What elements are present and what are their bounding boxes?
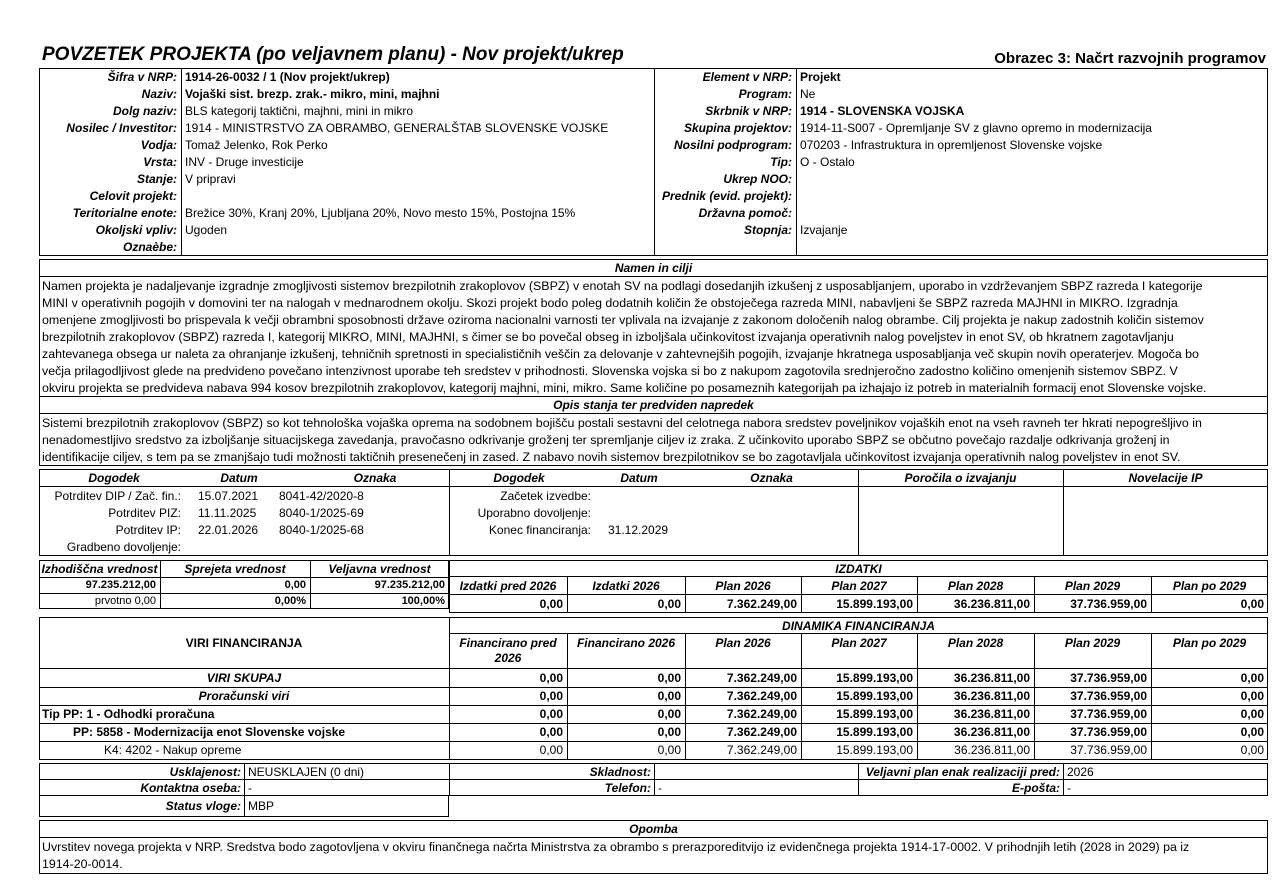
event-date: 31.12.2029: [608, 523, 669, 537]
financing-header: Financirano pred 2026: [459, 636, 557, 665]
financing-heading: DINAMIKA FINANCIRANJA: [782, 619, 935, 633]
opomba-line: Uvrstitev novega projekta v NRP. Sredstva bodo zagotovljena v okviru finančnega načrta Ministrstva za obrambo s prerazporeditvijo iz evidenčnega projekta 1914-17-0002. V prihodnjih letih (2028 in 2029) pa iz: [42, 840, 1190, 854]
izdatki-value: 0,00: [657, 597, 681, 611]
info-left-label: Oznaèbe:: [122, 240, 177, 254]
namen-line: omenjene zmogljivosti bo prispevala k večji obrambni sposobnosti države oziroma nacionalni varnosti ter vplivala na izvajanje z zakonom določenih nalog obrambe. Cilj projekta je nakup zadostnih količin sistemov: [42, 313, 1204, 327]
financing-header: Plan 2027: [831, 636, 887, 650]
usklajenost-value: NEUSKLAJEN (0 dni): [248, 765, 365, 779]
info-right-label: Nosilni podprogram:: [674, 138, 792, 152]
info-left-label: Okoljski vpliv:: [95, 223, 177, 237]
info-left-label: Nosilec / Investitor:: [66, 121, 177, 135]
value-header: Izhodiščna vrednost: [41, 562, 158, 576]
financing-value: 0,00: [539, 725, 563, 739]
info-right-label: Tip:: [770, 155, 792, 169]
event-date: 15.07.2021: [198, 489, 259, 503]
info-left-label: Stanje:: [136, 172, 177, 186]
izdatki-value: 36.236.811,00: [953, 597, 1030, 611]
financing-value: 15.899.193,00: [836, 689, 913, 703]
events-header: Dogodek: [88, 471, 140, 485]
info-right-label: Stopnja:: [744, 223, 792, 237]
info-left-value: V pripravi: [185, 172, 236, 186]
info-right-value: Ne: [800, 87, 816, 101]
info-right-value: Projekt: [800, 70, 841, 84]
veljavni-value: 2026: [1067, 765, 1094, 779]
kontakt-label: Kontaktna oseba:: [140, 781, 241, 795]
info-right-value: O - Ostalo: [800, 155, 855, 169]
info-left-value: 1914 - MINISTRSTVO ZA OBRAMBO, GENERALŠTAB SLOVENSKE VOJSKE: [185, 121, 609, 135]
info-left-label: Dolg naziv:: [112, 104, 177, 118]
vloga-value: MBP: [248, 799, 275, 813]
events-header: Poročila o izvajanju: [904, 471, 1017, 485]
event-code: 8041-42/2020-8: [279, 489, 364, 503]
izdatki-header: Izdatki 2026: [592, 579, 660, 593]
opis-line: identifikacije ciljev, s tem pa se zmanjšajo tudi možnosti taktičnih presenečenj in zased. Z nabavo novih sistemov brezpilotnikov se bo zagotavljala učinkovitost izvajanja operativnih nalog poveljstev in enot SV.: [42, 450, 1181, 464]
namen-line: večja prilagodljivost glede na predvideno povečano intenzivnost uporabe teh sredstev v prihodnosti. Slovenska vojska si bo z nakupom zagotovila srednjeročno zadostno količino omenjenih sistemov SBPZ. V: [42, 364, 1178, 378]
info-left-value: INV - Druge investicije: [185, 155, 304, 169]
skladnost-label: Skladnost:: [589, 765, 651, 779]
financing-value: 37.736.959,00: [1070, 689, 1147, 703]
namen-line: zahtevanega obsega ur naleta za ohranjanje izkušenj, tehničnih spretnosti in specialističnih veščin za delovanje v zahtevnejših pogojih, izvajanje hkratnega usposabljanja več skupin novih operaterjev. Mogoča bo: [42, 347, 1199, 361]
financing-left-heading: VIRI FINANCIRANJA: [185, 636, 303, 650]
financing-row-label: K4: 4202 - Nakup opreme: [104, 743, 242, 757]
namen-line: MINI v operativnih pogojih v domovini ter na nalogah v mednarodnem okolju. Skozi projekt bodo poleg dodatnih količin že obstoječega razreda MINI, nabavljeni še SBPZ razreda MAJHNI in MIKRO. Izgradnja: [42, 296, 1178, 310]
eposta-value: -: [1067, 781, 1071, 795]
opis-heading: Opis stanja ter predviden napredek: [553, 398, 754, 412]
izdatki-header: Plan 2026: [715, 579, 771, 593]
financing-value: 0,00: [657, 671, 681, 685]
financing-value: 15.899.193,00: [836, 707, 913, 721]
info-left-value: BLS kategorij taktični, majhni, mini in mikro: [185, 104, 414, 118]
financing-value: 36.236.811,00: [953, 689, 1030, 703]
event-date: 22.01.2026: [198, 523, 259, 537]
financing-header: Plan 2028: [947, 636, 1004, 650]
event-code: 8040-1/2025-69: [279, 506, 364, 520]
financing-value: 0,00: [657, 725, 681, 739]
page-title: POVZETEK PROJEKTA (po veljavnem planu) - Nov projekt/ukrep: [42, 44, 624, 65]
vloga-label: Status vloge:: [165, 799, 241, 813]
izdatki-header: Plan 2029: [1064, 579, 1121, 593]
event-name: Začetek izvedbe:: [500, 489, 591, 503]
izdatki-header: Plan 2027: [831, 579, 887, 593]
financing-value: 0,00: [1240, 671, 1264, 685]
financing-value: 37.736.959,00: [1070, 671, 1147, 685]
event-name: Potrditev DIP / Zač. fin.:: [54, 489, 181, 503]
financing-value: 0,00: [1240, 707, 1264, 721]
value-header: Sprejeta vrednost: [184, 562, 286, 576]
financing-value: 0,00: [657, 689, 681, 703]
namen-line: Namen projekta je nadaljevanje izgradnje zmogljivosti sistemov brezpilotnih zrakoplovov (SBPZ) v enotah SV na podlagi dosedanjih izkušenj z usposabljanjem, uporabo in vzdrževanjem SBPZ razreda I kategorije: [42, 279, 1203, 293]
info-left-value: 1914-26-0032 / 1 (Nov projekt/ukrep): [185, 70, 390, 84]
info-right-label: Program:: [738, 87, 792, 101]
events-header: Dogodek: [493, 471, 545, 485]
opomba-line: 1914-20-0014.: [42, 857, 123, 871]
financing-row-label: Proračunski viri: [198, 689, 290, 703]
events-header: Novelacije IP: [1128, 471, 1203, 485]
izdatki-header: Plan po 2029: [1172, 579, 1247, 593]
opis-line: Sistemi brezpilotnih zrakoplovov (SBPZ) so kot tehnološka vojaška oprema na sodobnem bojišču postali sestavni del celotnega nabora sredstev poveljnikov vojaških enot na vseh ravneh ter hkrati nepogrešljivo in: [42, 416, 1202, 430]
value-cell: 97.235.212,00: [85, 579, 156, 591]
financing-value: 37.736.959,00: [1070, 707, 1147, 721]
financing-value: 0,00: [1240, 725, 1264, 739]
financing-value: 7.362.249,00: [726, 689, 797, 703]
izdatki-heading: IZDATKI: [835, 562, 882, 576]
event-name: Gradbeno dovoljenje:: [66, 540, 181, 554]
info-right-value: 1914 - SLOVENSKA VOJSKA: [800, 104, 965, 118]
financing-value: 36.236.811,00: [953, 725, 1030, 739]
info-left-label: Celovit projekt:: [89, 189, 177, 203]
namen-line: okviru projekta se predvideva nabava 994 kosov brezpilotnih zrakoplovov, kategorij majhni, mini, mikro. Same količine po posameznih kategorijah pa izhajajo iz potreb in materialnih formacij enot Slovenske vojske.: [42, 381, 1207, 395]
info-right-label: Skrbnik v NRP:: [705, 104, 792, 118]
financing-value: 0,00: [657, 707, 681, 721]
info-left-label: Vrsta:: [143, 155, 177, 169]
financing-row-label: PP: 5858 - Modernizacija enot Slovenske vojske: [73, 725, 346, 739]
info-left-label: Šifra v NRP:: [107, 70, 177, 84]
financing-value: 15.899.193,00: [836, 671, 913, 685]
value-cell: 0,00%: [274, 595, 306, 607]
financing-value: 0,00: [539, 743, 563, 757]
events-header: Oznaka: [750, 471, 793, 485]
kontakt-value: -: [248, 781, 252, 795]
izdatki-value: 0,00: [539, 597, 563, 611]
opomba-heading: Opomba: [629, 822, 678, 836]
events-header: Datum: [220, 471, 258, 485]
financing-header: Plan po 2029: [1172, 636, 1247, 650]
financing-value: 0,00: [539, 707, 563, 721]
izdatki-header: Plan 2028: [947, 579, 1004, 593]
info-right-label: Element v NRP:: [702, 70, 792, 84]
info-right-label: Skupina projektov:: [683, 121, 792, 135]
info-right-label: Prednik (evid. projekt):: [661, 189, 792, 203]
info-left-value: Tomaž Jelenko, Rok Perko: [185, 138, 328, 152]
value-cell: 100,00%: [401, 595, 445, 607]
value-cell: prvotno 0,00: [94, 595, 156, 607]
izdatki-value: 7.362.249,00: [726, 597, 797, 611]
izdatki-header: Izdatki pred 2026: [459, 579, 557, 593]
event-name: Uporabno dovoljenje:: [477, 506, 591, 520]
financing-value: 37.736.959,00: [1070, 743, 1147, 757]
eposta-label: E-pošta:: [1012, 781, 1060, 795]
financing-row-label: Tip PP: 1 - Odhodki proračuna: [42, 707, 215, 721]
financing-value: 0,00: [539, 689, 563, 703]
event-date: 11.11.2025: [198, 506, 257, 520]
usklajenost-label: Usklajenost:: [169, 765, 241, 779]
veljavni-label: Veljavni plan enak realizaciji pred:: [865, 765, 1060, 779]
events-header: Oznaka: [353, 471, 397, 485]
financing-value: 7.362.249,00: [726, 743, 797, 757]
financing-value: 0,00: [657, 743, 681, 757]
event-name: Potrditev IP:: [115, 523, 181, 537]
info-right-value: 070203 - Infrastruktura in opremljenost Slovenske vojske: [800, 138, 1103, 152]
financing-value: 0,00: [539, 671, 563, 685]
namen-line: brezpilotnih zrakoplovov (SBPZ) razreda I, kategorij MIKRO, MINI, MAJHNI, s čimer se bo povečal obseg in izboljšala učinkovitost izvajanja operativnih nalog poveljstev in enot SV, ob hkratnem zagotavljanju: [42, 330, 1174, 344]
financing-value: 37.736.959,00: [1070, 725, 1147, 739]
info-right-label: Ukrep NOO:: [723, 172, 792, 186]
value-header: Veljavna vrednost: [328, 562, 431, 576]
financing-row-label: VIRI SKUPAJ: [206, 671, 282, 685]
financing-header: Financirano 2026: [576, 636, 676, 650]
financing-value: 0,00: [1240, 689, 1264, 703]
telefon-label: Telefon:: [604, 781, 651, 795]
izdatki-value: 37.736.959,00: [1070, 597, 1147, 611]
financing-header: Plan 2029: [1064, 636, 1121, 650]
event-code: 8040-1/2025-68: [279, 523, 364, 537]
events-header: Datum: [620, 471, 658, 485]
financing-value: 7.362.249,00: [726, 671, 797, 685]
financing-value: 36.236.811,00: [954, 743, 1030, 757]
namen-heading: Namen in cilji: [614, 261, 693, 275]
financing-value: 15.899.193,00: [836, 743, 913, 757]
financing-value: 36.236.811,00: [953, 707, 1030, 721]
info-left-label: Vodja:: [140, 138, 177, 152]
info-left-value: Ugoden: [185, 223, 228, 237]
izdatki-value: 0,00: [1240, 597, 1264, 611]
info-left-label: Teritorialne enote:: [72, 206, 177, 220]
financing-value: 36.236.811,00: [953, 671, 1030, 685]
info-left-value: Vojaški sist. brezp. zrak.- mikro, mini, majhni: [185, 87, 440, 101]
financing-value: 0,00: [1240, 743, 1264, 757]
izdatki-value: 15.899.193,00: [836, 597, 913, 611]
financing-value: 7.362.249,00: [726, 725, 797, 739]
financing-header: Plan 2026: [715, 636, 771, 650]
value-cell: 0,00: [284, 579, 306, 591]
info-left-label: Naziv:: [141, 87, 177, 101]
form-name: Obrazec 3: Načrt razvojnih programov: [994, 50, 1266, 67]
info-left-value: Brežice 30%, Kranj 20%, Ljubljana 20%, Novo mesto 15%, Postojna 15%: [185, 206, 576, 220]
event-name: Konec financiranja:: [488, 523, 591, 537]
financing-value: 7.362.249,00: [726, 707, 797, 721]
financing-value: 15.899.193,00: [836, 725, 913, 739]
telefon-value: -: [658, 781, 662, 795]
value-cell: 97.235.212,00: [374, 579, 445, 591]
opis-line: nenadomestljivo sredstvo za izboljšanje situacijskega zavedanja, pravočasno odkrivanje groženj ter spremljanje ciljev iz zraka. Z učinkovito uporabo SBPZ se občutno povečajo razdalje odkrivanja groženj in: [42, 433, 1170, 447]
event-name: Potrditev PIZ:: [108, 506, 181, 520]
info-right-value: Izvajanje: [800, 223, 848, 237]
info-right-value: 1914-11-S007 - Opremljanje SV z glavno opremo in modernizacija: [800, 121, 1152, 135]
info-right-label: Državna pomoč:: [698, 206, 792, 220]
